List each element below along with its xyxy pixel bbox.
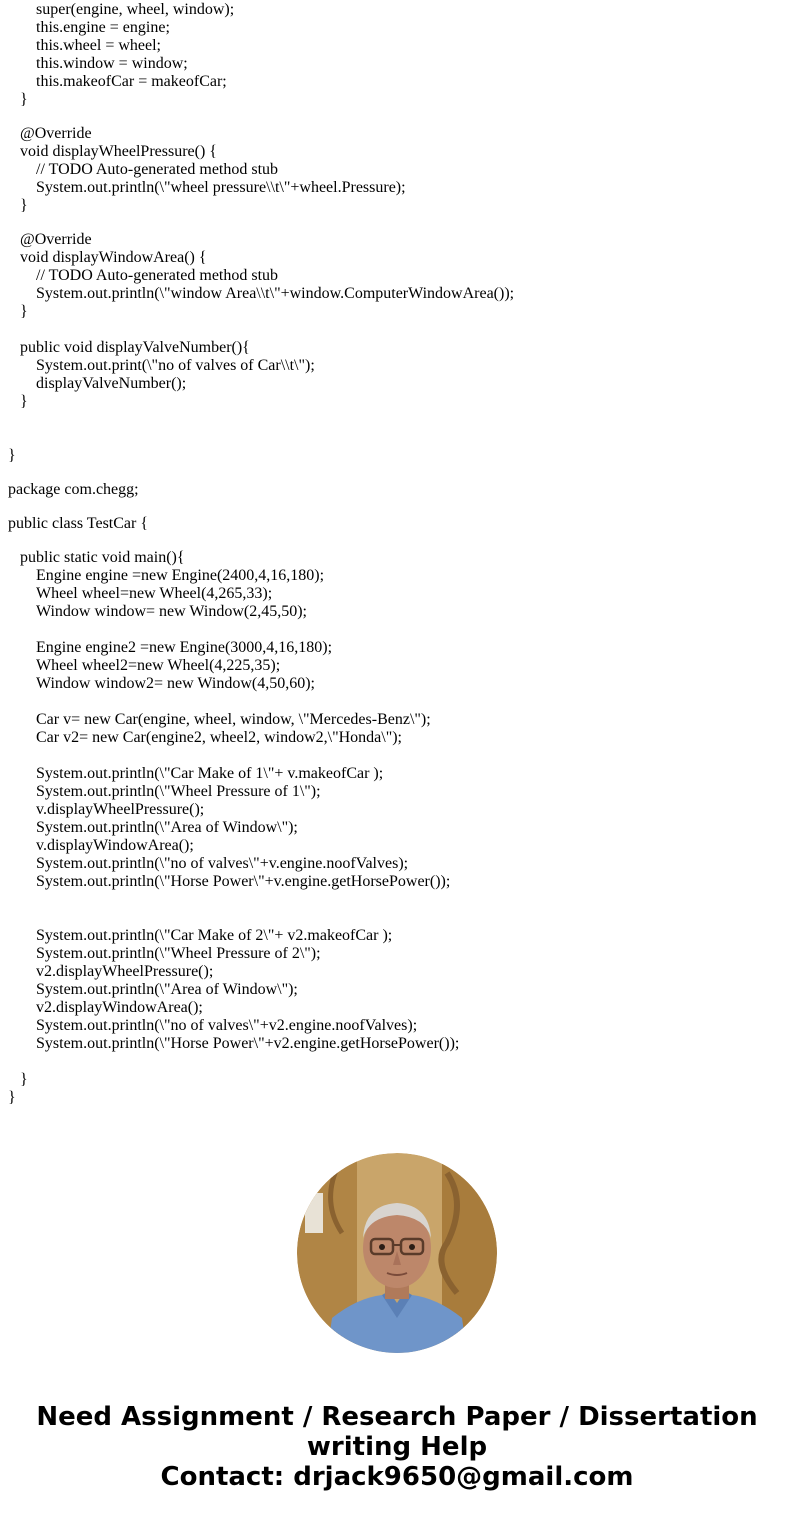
footer-contact — [0, 1402, 794, 1492]
code-line: public void displayValveNumber(){ — [20, 339, 250, 356]
code-line: System.out.println(\"Wheel Pressure of 1\"); — [36, 783, 321, 800]
code-line: System.out.println(\"Wheel Pressure of 2\"); — [36, 945, 321, 962]
code-line: System.out.println(\"Area of Window\"); — [36, 819, 298, 836]
code-line: System.out.println(\"Car Make of 1\"+ v.makeofCar ); — [36, 765, 384, 782]
code-line: v2.displayWindowArea(); — [36, 999, 203, 1016]
code-line: } — [20, 91, 28, 108]
code-line: } — [20, 197, 28, 214]
code-line: System.out.println(\"Horse Power\"+v2.engine.getHorsePower()); — [36, 1035, 460, 1052]
code-line: System.out.println(\"Area of Window\"); — [36, 981, 298, 998]
code-line: public class TestCar { — [8, 515, 149, 532]
code-line: System.out.println(\"wheel pressure\\t\"+wheel.Pressure); — [36, 179, 406, 196]
code-line: System.out.println(\"no of valves\"+v2.engine.noofValves); — [36, 1017, 418, 1034]
code-line: Wheel wheel=new Wheel(4,265,33); — [36, 585, 273, 602]
code-line: this.makeofCar = makeofCar; — [36, 73, 227, 90]
code-line: System.out.println(\"Car Make of 2\"+ v2.makeofCar ); — [36, 927, 393, 944]
code-line: v.displayWheelPressure(); — [36, 801, 205, 818]
code-line: System.out.println(\"Horse Power\"+v.engine.getHorsePower()); — [36, 873, 451, 890]
code-line: Window window= new Window(2,45,50); — [36, 603, 307, 620]
footer-contact-email: Contact: drjack9650@gmail.com — [160, 1462, 634, 1492]
code-line: // TODO Auto-generated method stub — [36, 267, 279, 284]
code-line: } — [20, 393, 28, 410]
code-line: } — [8, 447, 16, 464]
code-line: System.out.print(\"no of valves of Car\\t\"); — [36, 357, 315, 374]
code-line: displayValveNumber(); — [36, 375, 187, 392]
code-line: this.window = window; — [36, 55, 188, 72]
code-line: System.out.println(\"window Area\\t\"+window.ComputerWindowArea()); — [36, 285, 515, 302]
code-line: Engine engine =new Engine(2400,4,16,180); — [36, 567, 325, 584]
code-line: } — [8, 1089, 16, 1106]
code-line: // TODO Auto-generated method stub — [36, 161, 279, 178]
footer-line-1: Need Assignment / Research Paper / Dissertation — [36, 1402, 758, 1432]
code-line: System.out.println(\"no of valves\"+v.engine.noofValves); — [36, 855, 409, 872]
code-line: public static void main(){ — [20, 549, 185, 566]
code-line: } — [20, 1071, 28, 1088]
footer-line-2: writing Help — [306, 1432, 488, 1462]
code-line: Engine engine2 =new Engine(3000,4,16,180); — [36, 639, 333, 656]
code-line: package com.chegg; — [8, 481, 139, 498]
code-line: Car v= new Car(engine, wheel, window, \"Mercedes-Benz\"); — [36, 711, 431, 728]
code-line: @Override — [20, 231, 92, 248]
code-line: } — [20, 303, 28, 320]
code-line: this.wheel = wheel; — [36, 37, 161, 54]
code-line: v2.displayWheelPressure(); — [36, 963, 214, 980]
person-portrait-icon — [297, 1153, 497, 1353]
code-line: v.displayWindowArea(); — [36, 837, 194, 854]
code-line: this.engine = engine; — [36, 19, 170, 36]
code-line: Wheel wheel2=new Wheel(4,225,35); — [36, 657, 281, 674]
code-line: void displayWindowArea() { — [20, 249, 207, 266]
code-line: @Override — [20, 125, 92, 142]
code-line: Window window2= new Window(4,50,60); — [36, 675, 315, 692]
code-line: super(engine, wheel, window); — [36, 1, 235, 18]
author-avatar — [297, 1153, 497, 1353]
code-line: Car v2= new Car(engine2, wheel2, window2,\"Honda\"); — [36, 729, 402, 746]
code-line: void displayWheelPressure() { — [20, 143, 217, 160]
